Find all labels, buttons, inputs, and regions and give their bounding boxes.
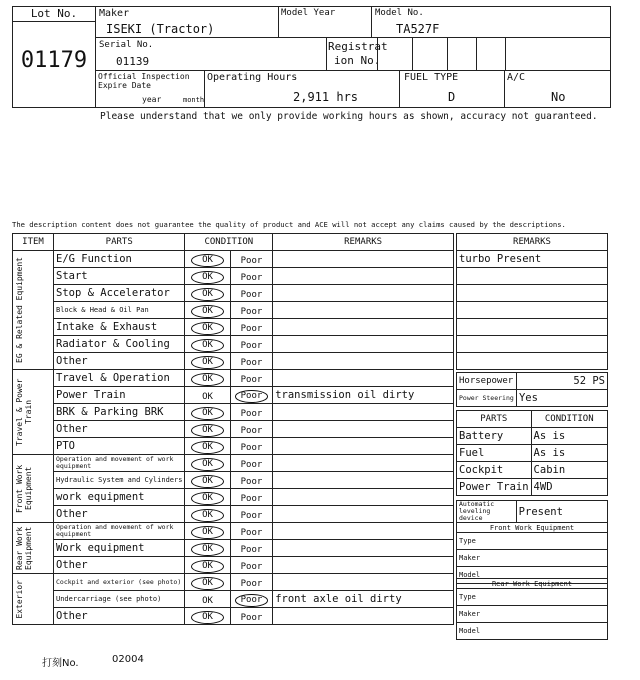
poor-circled: Poor <box>235 594 269 607</box>
side-part-name: Cockpit <box>457 462 532 479</box>
side-remarks-header: REMARKS <box>457 234 608 251</box>
side-part-condition: Cabin <box>531 462 607 479</box>
table-row <box>13 336 454 353</box>
side-remark-empty <box>457 268 608 285</box>
ok-circled: OK <box>191 322 224 335</box>
part-name: Undercarriage (see photo) <box>54 591 185 608</box>
part-name: Other <box>54 557 185 574</box>
side-parts-row <box>457 428 608 445</box>
power-steering-value: Yes <box>516 390 607 407</box>
ok-circled: OK <box>191 475 224 488</box>
ac-value: No <box>551 90 566 104</box>
section-label-text: Exterior <box>15 579 24 619</box>
condition-poor <box>230 438 273 455</box>
side-parts-header: PARTS <box>457 411 532 428</box>
remark <box>273 302 454 319</box>
part-name: Hydraulic System and Cylinders <box>54 472 185 489</box>
side-part-name: Power Train <box>457 479 532 496</box>
serial-no-value: 01139 <box>116 55 150 68</box>
section-label <box>13 455 54 523</box>
condition-ok <box>185 455 230 472</box>
poor-label: Poor <box>240 510 263 521</box>
condition-poor <box>230 387 273 404</box>
section-label <box>13 574 54 625</box>
condition-poor <box>230 608 273 625</box>
part-name: Other <box>54 353 185 370</box>
reg-box-1 <box>377 37 413 71</box>
poor-label: Poor <box>240 323 263 334</box>
part-name: Other <box>54 506 185 523</box>
ok-circled: OK <box>191 271 224 284</box>
reg-box-5 <box>505 37 611 71</box>
month-label: month <box>183 96 205 104</box>
remark <box>273 438 454 455</box>
ok-circled: OK <box>191 577 224 590</box>
condition-ok <box>185 523 230 540</box>
part-name: Intake & Exhaust <box>54 319 185 336</box>
table-row <box>13 353 454 370</box>
rear-maker-label: Maker <box>457 606 608 623</box>
poor-label: Poor <box>240 306 263 317</box>
table-row <box>13 455 454 472</box>
condition-ok <box>185 251 230 268</box>
fuel-type-label: FUEL TYPE <box>404 72 459 83</box>
remark <box>273 421 454 438</box>
ok-circled: OK <box>191 509 224 522</box>
condition-ok <box>185 438 230 455</box>
table-row <box>13 285 454 302</box>
registration-label-line-2: ion No. <box>334 54 381 67</box>
condition-poor <box>230 268 273 285</box>
power-steering-label: Power Steering <box>457 390 517 407</box>
rear-type-label: Type <box>457 589 608 606</box>
ok-circled: OK <box>191 611 224 624</box>
remark: front axle oil dirty <box>273 591 454 608</box>
ok-circled: OK <box>191 373 224 386</box>
lot-no-label: Lot No. <box>30 7 78 20</box>
side-part-condition: As is <box>531 428 607 445</box>
stamp-label: 打刻No. <box>42 658 79 669</box>
serial-no-label: Serial No. <box>99 40 154 50</box>
section-label-text: Travel & Power Train <box>15 378 33 446</box>
poor-label: Poor <box>240 476 263 487</box>
registration-label-line-1: Registrat <box>328 40 388 53</box>
ok-circled: OK <box>191 339 224 352</box>
ok-circled: OK <box>191 560 224 573</box>
condition-table <box>12 233 454 625</box>
condition-poor <box>230 421 273 438</box>
table-row <box>13 319 454 336</box>
poor-label: Poor <box>240 561 263 572</box>
poor-label: Poor <box>240 493 263 504</box>
part-name: Other <box>54 608 185 625</box>
remark <box>273 489 454 506</box>
table-row <box>13 387 454 404</box>
remark: transmission oil dirty <box>273 387 454 404</box>
part-name: work equipment <box>54 489 185 506</box>
stamp-no: 02004 <box>112 654 144 665</box>
table-row <box>13 591 454 608</box>
ok-circled: OK <box>191 458 224 471</box>
horsepower-label: Horsepower <box>457 373 517 390</box>
table-row <box>13 404 454 421</box>
condition-ok <box>185 591 230 608</box>
front-maker-label: Maker <box>457 550 608 567</box>
auto-leveling-value: Present <box>516 501 607 523</box>
part-name: Start <box>54 268 185 285</box>
part-name: Other <box>54 421 185 438</box>
rear-work-label: Rear Work Equipment <box>457 579 608 589</box>
section-label <box>13 251 54 370</box>
table-row <box>13 574 454 591</box>
side-remark-turbo: turbo Present <box>457 251 608 268</box>
remark <box>273 506 454 523</box>
side-parts-row <box>457 479 608 496</box>
side-part-condition: 4WD <box>531 479 607 496</box>
condition-ok <box>185 353 230 370</box>
model-no-label: Model No. <box>375 8 424 18</box>
poor-label: Poor <box>240 289 263 300</box>
side-remark-empty <box>457 285 608 302</box>
rear-model-label: Model <box>457 623 608 640</box>
ok-circled: OK <box>191 305 224 318</box>
col-parts: PARTS <box>54 234 185 251</box>
condition-ok <box>185 302 230 319</box>
condition-poor <box>230 370 273 387</box>
condition-poor <box>230 285 273 302</box>
condition-ok <box>185 489 230 506</box>
ok-circled: OK <box>191 526 224 539</box>
condition-ok <box>185 421 230 438</box>
ok-circled: OK <box>191 356 224 369</box>
table-row <box>13 268 454 285</box>
side-part-condition: As is <box>531 445 607 462</box>
table-row <box>13 523 454 540</box>
front-work-label: Front Work Equipment <box>457 523 608 533</box>
side-remarks-table <box>456 233 608 370</box>
remark <box>273 319 454 336</box>
remark <box>273 472 454 489</box>
condition-ok <box>185 268 230 285</box>
condition-poor <box>230 319 273 336</box>
remark <box>273 404 454 421</box>
side-parts-row <box>457 462 608 479</box>
section-label-text: Front Work Equipment <box>15 464 33 513</box>
col-remarks: REMARKS <box>273 234 454 251</box>
condition-ok <box>185 404 230 421</box>
table-row <box>13 557 454 574</box>
part-name: Cockpit and exterior (see photo) <box>54 574 185 591</box>
hours-note: Please understand that we only provide working hours as shown, accuracy not guaranteed. <box>100 111 598 122</box>
poor-label: Poor <box>240 578 263 589</box>
condition-poor <box>230 472 273 489</box>
inspection-label <box>98 72 190 90</box>
part-name: Radiator & Cooling <box>54 336 185 353</box>
remark <box>273 540 454 557</box>
remark <box>273 353 454 370</box>
part-name: Travel & Operation <box>54 370 185 387</box>
condition-poor <box>230 251 273 268</box>
inspection-label-line-1: Official Inspection <box>98 72 190 81</box>
condition-ok <box>185 472 230 489</box>
section-label-text: Rear Work Equipment <box>15 526 33 570</box>
part-name: Operation and movement of work equipment <box>54 523 185 540</box>
remark <box>273 370 454 387</box>
ok-circled: OK <box>191 424 224 437</box>
table-row <box>13 608 454 625</box>
table-row <box>13 489 454 506</box>
table-row <box>13 302 454 319</box>
side-parts-table <box>456 410 608 496</box>
part-name: Power Train <box>54 387 185 404</box>
part-name: BRK & Parking BRK <box>54 404 185 421</box>
reg-box-3 <box>447 37 477 71</box>
fuel-type-value: D <box>448 90 456 104</box>
reg-box-4 <box>476 37 506 71</box>
ok-circled: OK <box>191 288 224 301</box>
front-work-table <box>456 500 608 584</box>
table-row <box>13 438 454 455</box>
table-row <box>13 370 454 387</box>
model-year-label: Model Year <box>281 8 336 18</box>
remark <box>273 268 454 285</box>
condition-poor <box>230 574 273 591</box>
remark <box>273 523 454 540</box>
remark <box>273 574 454 591</box>
poor-label: Poor <box>240 527 263 538</box>
remark <box>273 251 454 268</box>
condition-poor <box>230 540 273 557</box>
ok-circled: OK <box>191 492 224 505</box>
part-name: Stop & Accelerator <box>54 285 185 302</box>
side-remark-empty <box>457 302 608 319</box>
poor-label: Poor <box>240 255 263 266</box>
condition-ok <box>185 387 230 404</box>
side-remark-empty <box>457 319 608 336</box>
front-type-label: Type <box>457 533 608 550</box>
poor-label: Poor <box>240 425 263 436</box>
poor-label: Poor <box>240 612 263 623</box>
year-label: year <box>142 95 162 104</box>
part-name: PTO <box>54 438 185 455</box>
condition-poor <box>230 455 273 472</box>
condition-ok <box>185 285 230 302</box>
condition-ok <box>185 506 230 523</box>
ok-circled: OK <box>191 441 224 454</box>
horsepower-value: 52 PS <box>516 373 607 390</box>
condition-poor <box>230 506 273 523</box>
table-row <box>13 251 454 268</box>
poor-label: Poor <box>240 272 263 283</box>
side-part-name: Battery <box>457 428 532 445</box>
remark <box>273 336 454 353</box>
condition-poor <box>230 353 273 370</box>
side-remark-empty <box>457 353 608 370</box>
poor-label: Poor <box>240 459 263 470</box>
side-parts-row <box>457 445 608 462</box>
table-row <box>13 506 454 523</box>
part-name: Block & Head & Oil Pan <box>54 302 185 319</box>
ok-circled: OK <box>191 407 224 420</box>
condition-poor <box>230 336 273 353</box>
condition-ok <box>185 319 230 336</box>
inspection-label-line-2: Expire Date <box>98 81 151 90</box>
side-condition-header: CONDITION <box>531 411 607 428</box>
poor-label: Poor <box>240 544 263 555</box>
spec-table <box>456 372 608 407</box>
rear-work-table <box>456 578 608 640</box>
poor-label: Poor <box>240 340 263 351</box>
ok-label: OK <box>202 391 213 402</box>
operating-hours-value: 2,911 hrs <box>293 90 359 104</box>
reg-box-2 <box>412 37 448 71</box>
condition-ok <box>185 370 230 387</box>
auto-leveling-label: Automatic leveling device <box>457 501 517 523</box>
model-no-value: TA527F <box>396 22 440 36</box>
poor-label: Poor <box>240 408 263 419</box>
front-model-label: Model <box>457 567 608 584</box>
col-condition: CONDITION <box>185 234 273 251</box>
col-item: ITEM <box>13 234 54 251</box>
table-row <box>13 472 454 489</box>
section-label-text: EG & Related Equipment <box>15 257 24 363</box>
part-name: Work equipment <box>54 540 185 557</box>
ok-circled: OK <box>191 254 224 267</box>
condition-ok <box>185 574 230 591</box>
part-name: Operation and movement of work equipment <box>54 455 185 472</box>
remark <box>273 285 454 302</box>
condition-ok <box>185 540 230 557</box>
condition-ok <box>185 336 230 353</box>
remark <box>273 608 454 625</box>
table-row <box>13 540 454 557</box>
condition-ok <box>185 557 230 574</box>
condition-poor <box>230 404 273 421</box>
condition-poor <box>230 557 273 574</box>
side-part-name: Fuel <box>457 445 532 462</box>
condition-ok <box>185 608 230 625</box>
condition-poor <box>230 489 273 506</box>
ac-label: A/C <box>507 72 526 83</box>
ok-circled: OK <box>191 543 224 556</box>
table-row <box>13 421 454 438</box>
maker-value: ISEKI (Tractor) <box>106 22 215 36</box>
ok-label: OK <box>202 595 213 606</box>
part-name: E/G Function <box>54 251 185 268</box>
condition-poor <box>230 591 273 608</box>
poor-label: Poor <box>240 357 263 368</box>
section-label <box>13 370 54 455</box>
remark <box>273 557 454 574</box>
operating-hours-label: Operating Hours <box>207 72 298 83</box>
lot-no: 01179 <box>20 48 88 73</box>
condition-poor <box>230 523 273 540</box>
section-label <box>13 523 54 574</box>
disclaimer: The description content does not guarantee the quality of product and ACE will not accept any claims caused by the descriptions. <box>12 220 566 229</box>
condition-poor <box>230 302 273 319</box>
poor-circled: Poor <box>235 390 269 403</box>
side-remark-empty <box>457 336 608 353</box>
poor-label: Poor <box>240 442 263 453</box>
poor-label: Poor <box>240 374 263 385</box>
maker-label: Maker <box>99 8 130 19</box>
remark <box>273 455 454 472</box>
